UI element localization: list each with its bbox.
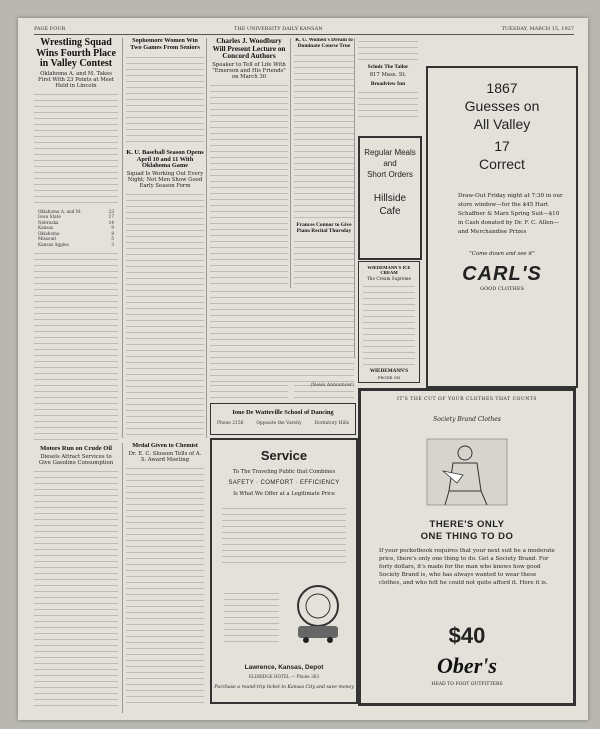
service-line2: SAFETY · COMFORT · EFFICIENCY [228, 480, 340, 486]
hillside-line2: and [383, 159, 397, 168]
ice-title: WIEDEMANN'S ICE CREAM [367, 265, 411, 275]
column-rule [122, 443, 123, 713]
article-text [34, 91, 118, 206]
piano-recital-headline: Frances Connor to Give Piano Recital Thursday [296, 222, 352, 235]
hillside-line3: Short Orders [367, 170, 413, 179]
article-text [126, 191, 204, 438]
header-page-number: PAGE FOUR [34, 26, 66, 32]
results-row: Oklahoma 8 [38, 230, 114, 236]
ice-footer2: FROZE ON [377, 374, 401, 380]
service-line1: To The Traveling Public that Combines [232, 469, 336, 475]
ice-subtitle: The Cream Supreme [367, 275, 411, 281]
results-table [38, 209, 114, 248]
ice-footer: WIEDEMANN'S [369, 368, 409, 375]
baseball-headline: K. U. Baseball Season Opens April 10 and 11 With Oklahoma Game [126, 149, 204, 170]
obers-top-line: IT'S THE CUT OF YOUR CLOTHES THAT COUNTS [397, 397, 537, 402]
hillside-name2: Cafe [379, 206, 401, 217]
column-1 [34, 38, 118, 708]
obers-head2: ONE THING TO DO [420, 531, 514, 542]
womens-dream-headline: K. U. Women's Dream to Dominate Course True [295, 38, 353, 49]
carls-slogan: "Come down and see it" [469, 251, 535, 257]
article-text [34, 250, 118, 440]
column-3-4-lower [210, 288, 354, 398]
dance-school-ad [210, 403, 356, 435]
column-5-top [358, 38, 418, 133]
classified-text [358, 38, 418, 62]
results-row: Oklahoma A. and M. 23 [38, 208, 114, 214]
service-ad [210, 438, 358, 704]
obers-price: $40 [448, 623, 486, 648]
news-signoff: (News Announcer) [310, 383, 354, 388]
article-text [126, 54, 204, 146]
motors-headline: Motors Run on Crude Oil [40, 445, 112, 453]
carls-line3: Correct [479, 156, 525, 172]
carls-body: Draw-Out Friday night at 7:30 in our store window—for the $45 Hart Schaffner & Marx Spring Suit—$10 in Cash donated by Dr. F. C. Allen—and Merchandise Prizes [458, 193, 563, 235]
header-masthead: THE UNIVERSITY DAILY KANSAN [234, 26, 323, 32]
medal-headline: Medal Given to Chemist [132, 443, 198, 449]
hillside-name1: Hillside [373, 193, 407, 204]
obers-ad [358, 388, 576, 706]
header-date: TUESDAY, MARCH 15, 1927 [501, 26, 574, 32]
obers-head1: THERE'S ONLY [429, 519, 505, 530]
schulz-address: 817 Mass. St. [369, 71, 407, 78]
obers-body: If your pocketbook requires that your next suit be a moderate price, there's only one thing to do. Get a Society Brand. For forty dollars, it's made for the man who knows how good Society Brand is, who has always wanted to wear these clothes, and who felt he could not quite afford it. Here it is. [379, 548, 555, 586]
woodbury-headline: Charles J. Woodbury Will Present Lecture on Concord Authors [212, 38, 286, 61]
dance-title: Ione De Watteville School of Dancing [232, 409, 334, 416]
service-line3: Is What We Offer at a Legitimate Price [233, 491, 335, 497]
column-rule [206, 38, 207, 438]
wrestling-headline: Wrestling Squad Wins Fourth Place in Valley Contest [36, 38, 116, 69]
carls-logo: CARL'S [462, 263, 542, 285]
carls-ad [426, 66, 578, 388]
results-row: Missouri 5 [38, 236, 114, 242]
article-text [294, 52, 354, 220]
dance-info: Phone 2156 Opposite the Varsity Dormitory Hills [217, 420, 349, 426]
hillside-line1: Regular Meals [364, 148, 416, 157]
column-2-lower [126, 443, 204, 713]
hillside-cafe-ad [358, 136, 422, 260]
motors-subhead: Diesels Attract Services to Give Gasoline Consumption [38, 454, 114, 467]
schulz-name: Schulz The Tailor [367, 64, 409, 70]
column-rule [290, 38, 291, 308]
article-text [210, 288, 354, 383]
bus-emblem-icon [290, 582, 346, 644]
broadview-name: Broadview Inn [370, 80, 406, 87]
obers-brand: Society Brand Clothes [433, 416, 501, 423]
service-hotel: ELDRIDGE HOTEL — Phone 363 [248, 674, 320, 679]
article-text [34, 468, 118, 708]
service-title: Service [260, 448, 308, 463]
column-2 [126, 38, 204, 438]
column-rule [354, 38, 355, 358]
results-row: Kansas 9 [38, 225, 114, 231]
ice-menu [363, 283, 415, 367]
obers-logo: Ober's [437, 653, 497, 678]
results-row: Iowa State 17 [38, 214, 114, 220]
service-schedule [222, 505, 346, 565]
ice-cream-ad [358, 261, 420, 383]
column-rule [122, 38, 123, 438]
newspaper-page [18, 18, 588, 720]
baseball-subhead: Squad Is Working Out Every Night; Not Men Show Good Early Season Form [126, 171, 204, 190]
man-reading-illustration-icon [417, 431, 517, 511]
carls-logo-sub: GOOD CLOTHES [480, 286, 524, 292]
article-text [126, 465, 204, 705]
woodbury-subhead: Speaker to Tell of Life With "Emerson and His Friends" on March 30 [212, 61, 286, 80]
service-timetable [224, 590, 279, 645]
classified-text [358, 89, 418, 119]
wrestling-subhead: Oklahoma A. and M. Takes First With 23 Points at Meet Held in Lincoln [37, 70, 115, 89]
results-row: Kansas Aggies 3 [38, 241, 114, 247]
obers-tagline: HEAD TO FOOT OUTFITTERS [431, 682, 503, 687]
results-row: Nebraska 14 [38, 219, 114, 225]
carls-year: 1867 [486, 80, 518, 96]
service-city: Lawrence, Kansas, Depot [244, 664, 324, 671]
page-header [34, 24, 574, 35]
sophomore-headline: Sophomore Women Win Two Games From Seniors [130, 38, 200, 51]
medal-subhead: Dr. E. C. Slosson Tells of A. S. Award Meeting [128, 450, 202, 463]
service-footer: Purchase a round-trip ticket to Kansas City and save money [214, 685, 354, 690]
carls-number: 17 [494, 138, 510, 154]
carls-line1: Guesses on [464, 98, 540, 114]
carls-line2: All Valley [473, 116, 531, 132]
